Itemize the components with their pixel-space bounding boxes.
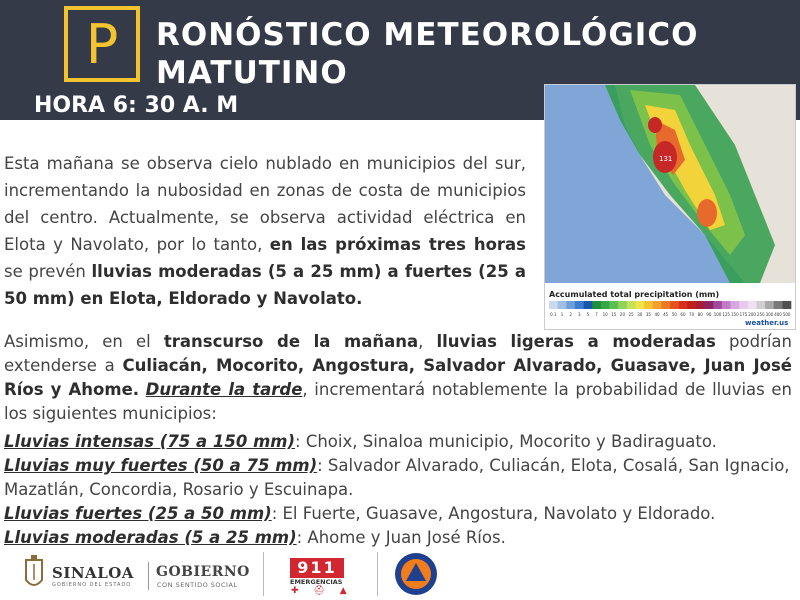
scale-swatch (713, 301, 722, 309)
scale-swatch (756, 301, 765, 309)
divider (377, 552, 378, 596)
logo-letter-box (64, 6, 140, 82)
scale-swatch (584, 301, 593, 309)
scale-tick-label: 100 (713, 312, 722, 317)
scale-swatch (610, 301, 619, 309)
scale-swatch (705, 301, 714, 309)
scale-tick-label: 7 (595, 312, 598, 317)
scale-tick-label: 20 (619, 312, 626, 317)
map-caption: Accumulated total precipitation (mm) (549, 290, 720, 299)
scale-swatch (644, 301, 653, 309)
scale-tick-label: 80 (697, 312, 703, 317)
rain-category-municipalities: : El Fuerte, Guasave, Angostura, Navolato y Eldorado. (271, 504, 716, 523)
scale-tick-label: 175 (739, 312, 748, 317)
scale-swatch (731, 301, 740, 309)
scale-tick-label: 150 (731, 312, 739, 317)
p1-text-a: Esta mañana se observa cielo nublado en municipios del sur, incrementando la nubosidad en zonas de costa de municipios del centro. Actualmente, se observa actividad eléctrica en Elota y Navolato, por lo tanto, (4, 154, 526, 254)
precipitation-scale-bar (549, 301, 791, 309)
scale-tick-label: 250 (756, 312, 765, 317)
scale-tick-label: 300 (765, 312, 774, 317)
scale-swatch (670, 301, 679, 309)
list-item (4, 526, 792, 550)
scale-tick-label: 125 (722, 312, 730, 317)
list-item (4, 454, 792, 502)
rain-category-label: Lluvias muy fuertes (50 a 75 mm) (4, 456, 318, 475)
p2-text-b: transcurso de la mañana (163, 332, 419, 351)
map-brand: weather.us (745, 319, 789, 327)
p1-text-b: en las próximas tres horas (269, 235, 526, 254)
rain-category-label: Lluvias fuertes (25 a 50 mm) (4, 504, 272, 523)
list-item (4, 430, 792, 454)
paragraph-current-conditions (4, 150, 526, 312)
scale-tick-label: 10 (602, 312, 608, 317)
scale-swatch (687, 301, 696, 309)
scale-tick-label: 30 (637, 312, 643, 317)
scale-swatch (774, 301, 783, 309)
paragraph-morning-outlook (4, 330, 792, 426)
list-item (4, 502, 792, 526)
precipitation-map-graphic (545, 85, 795, 329)
scale-tick-label: 5 (586, 312, 590, 317)
scale-tick-label: 0.1 (550, 312, 557, 317)
scale-swatch (601, 301, 610, 309)
p1-text-d: lluvias moderadas (5 a 25 mm) a fuertes (25 a 50 mm) en Elota, Eldorado y Navolato. (4, 262, 526, 308)
p2-text-f: Culiacán, Mocorito, Angostura, Salvador Alvarado, Guasave, Juan José Ríos y Ahome. (4, 356, 792, 399)
sinaloa-logo-subtext: GOBIERNO DEL ESTADO (52, 582, 132, 588)
scale-swatch (748, 301, 757, 309)
scale-swatch (627, 301, 636, 309)
scale-tick-label: 400 (774, 312, 782, 317)
gobierno-logo-subtext: CON SENTIDO SOCIAL (157, 581, 238, 589)
scale-swatch (782, 301, 791, 309)
precipitation-map (544, 84, 796, 330)
page-title: RONÓSTICO METEOROLÓGICO MATUTINO (156, 17, 699, 91)
scale-tick-label: 40 (654, 312, 660, 317)
scale-swatch (558, 301, 567, 309)
p2-text-d: lluvias ligeras a moderadas (436, 332, 716, 351)
scale-tick-label: 2 (569, 312, 572, 317)
scale-tick-label: 45 (663, 312, 669, 317)
p1-text-c: se prevén (4, 262, 92, 281)
rain-category-label: Lluvias moderadas (5 a 25 mm) (4, 528, 297, 547)
peak-value-label: 131 (659, 155, 673, 163)
scale-tick-label: 35 (645, 312, 651, 317)
emergency-911-subtext: EMERGENCIAS (290, 578, 343, 586)
scale-swatch (592, 301, 601, 309)
scale-tick-label: 25 (628, 312, 634, 317)
footer-logos (0, 548, 800, 600)
p2-text-c: , (418, 332, 437, 351)
logo-letter: P (85, 13, 119, 76)
p2-text-h: Durante la tarde (145, 380, 303, 399)
rain-category-municipalities: : Choix, Sinaloa municipio, Mocorito y Badiraguato. (295, 432, 717, 451)
emergency-911-logo: 911 (290, 558, 344, 578)
scale-tick-label: 90 (706, 312, 712, 317)
scale-tick-label: 500 (782, 312, 791, 317)
scale-swatch (765, 301, 774, 309)
p2-text-e: podrían extenderse a (4, 332, 792, 375)
scale-tick-label: 3 (577, 312, 581, 317)
rain-category-label: Lluvias intensas (75 a 150 mm) (4, 432, 296, 451)
gobierno-logo-text: GOBIERNO (156, 564, 250, 580)
scale-swatch (739, 301, 748, 309)
p2-text-i: , incrementará notablemente la probabilidad de lluvias en los siguientes municipios: (4, 380, 793, 423)
scale-tick-label: 1 (560, 312, 564, 317)
state-seal-icon (22, 554, 46, 592)
scale-swatch (618, 301, 627, 309)
civil-protection-icon (394, 552, 438, 596)
scale-tick-label: 50 (671, 312, 677, 317)
scale-swatch (679, 301, 688, 309)
scale-swatch (575, 301, 584, 309)
rain-category-municipalities: : Ahome y Juan José Ríos. (296, 528, 506, 547)
divider (148, 562, 149, 590)
scale-swatch (653, 301, 662, 309)
scale-tick-label: 15 (611, 312, 617, 317)
scale-swatch (722, 301, 731, 309)
scale-tick-label: 200 (748, 312, 756, 317)
rain-category-municipalities: : Salvador Alvarado, Culiacán, Elota, Cosalá, San Ignacio, Mazatlán, Concordia, Rosario y Escuinapa. (4, 456, 790, 499)
sinaloa-logo-text: SINALOA (52, 564, 134, 582)
p2-text-a: Asimismo, en el (4, 332, 164, 351)
forecast-time: HORA 6: 30 A. M (34, 93, 239, 118)
divider (263, 552, 264, 596)
emergency-services-icons: ✚ ⛑ ▲ (291, 586, 353, 596)
scale-swatch (635, 301, 644, 309)
scale-swatch (661, 301, 670, 309)
scale-tick-label: 60 (680, 312, 686, 317)
scale-swatch (696, 301, 705, 309)
scale-swatch (549, 301, 558, 309)
scale-tick-label: 70 (689, 312, 695, 317)
scale-swatch (566, 301, 575, 309)
p2-text-g (139, 380, 146, 399)
rain-forecast-list (4, 430, 792, 550)
